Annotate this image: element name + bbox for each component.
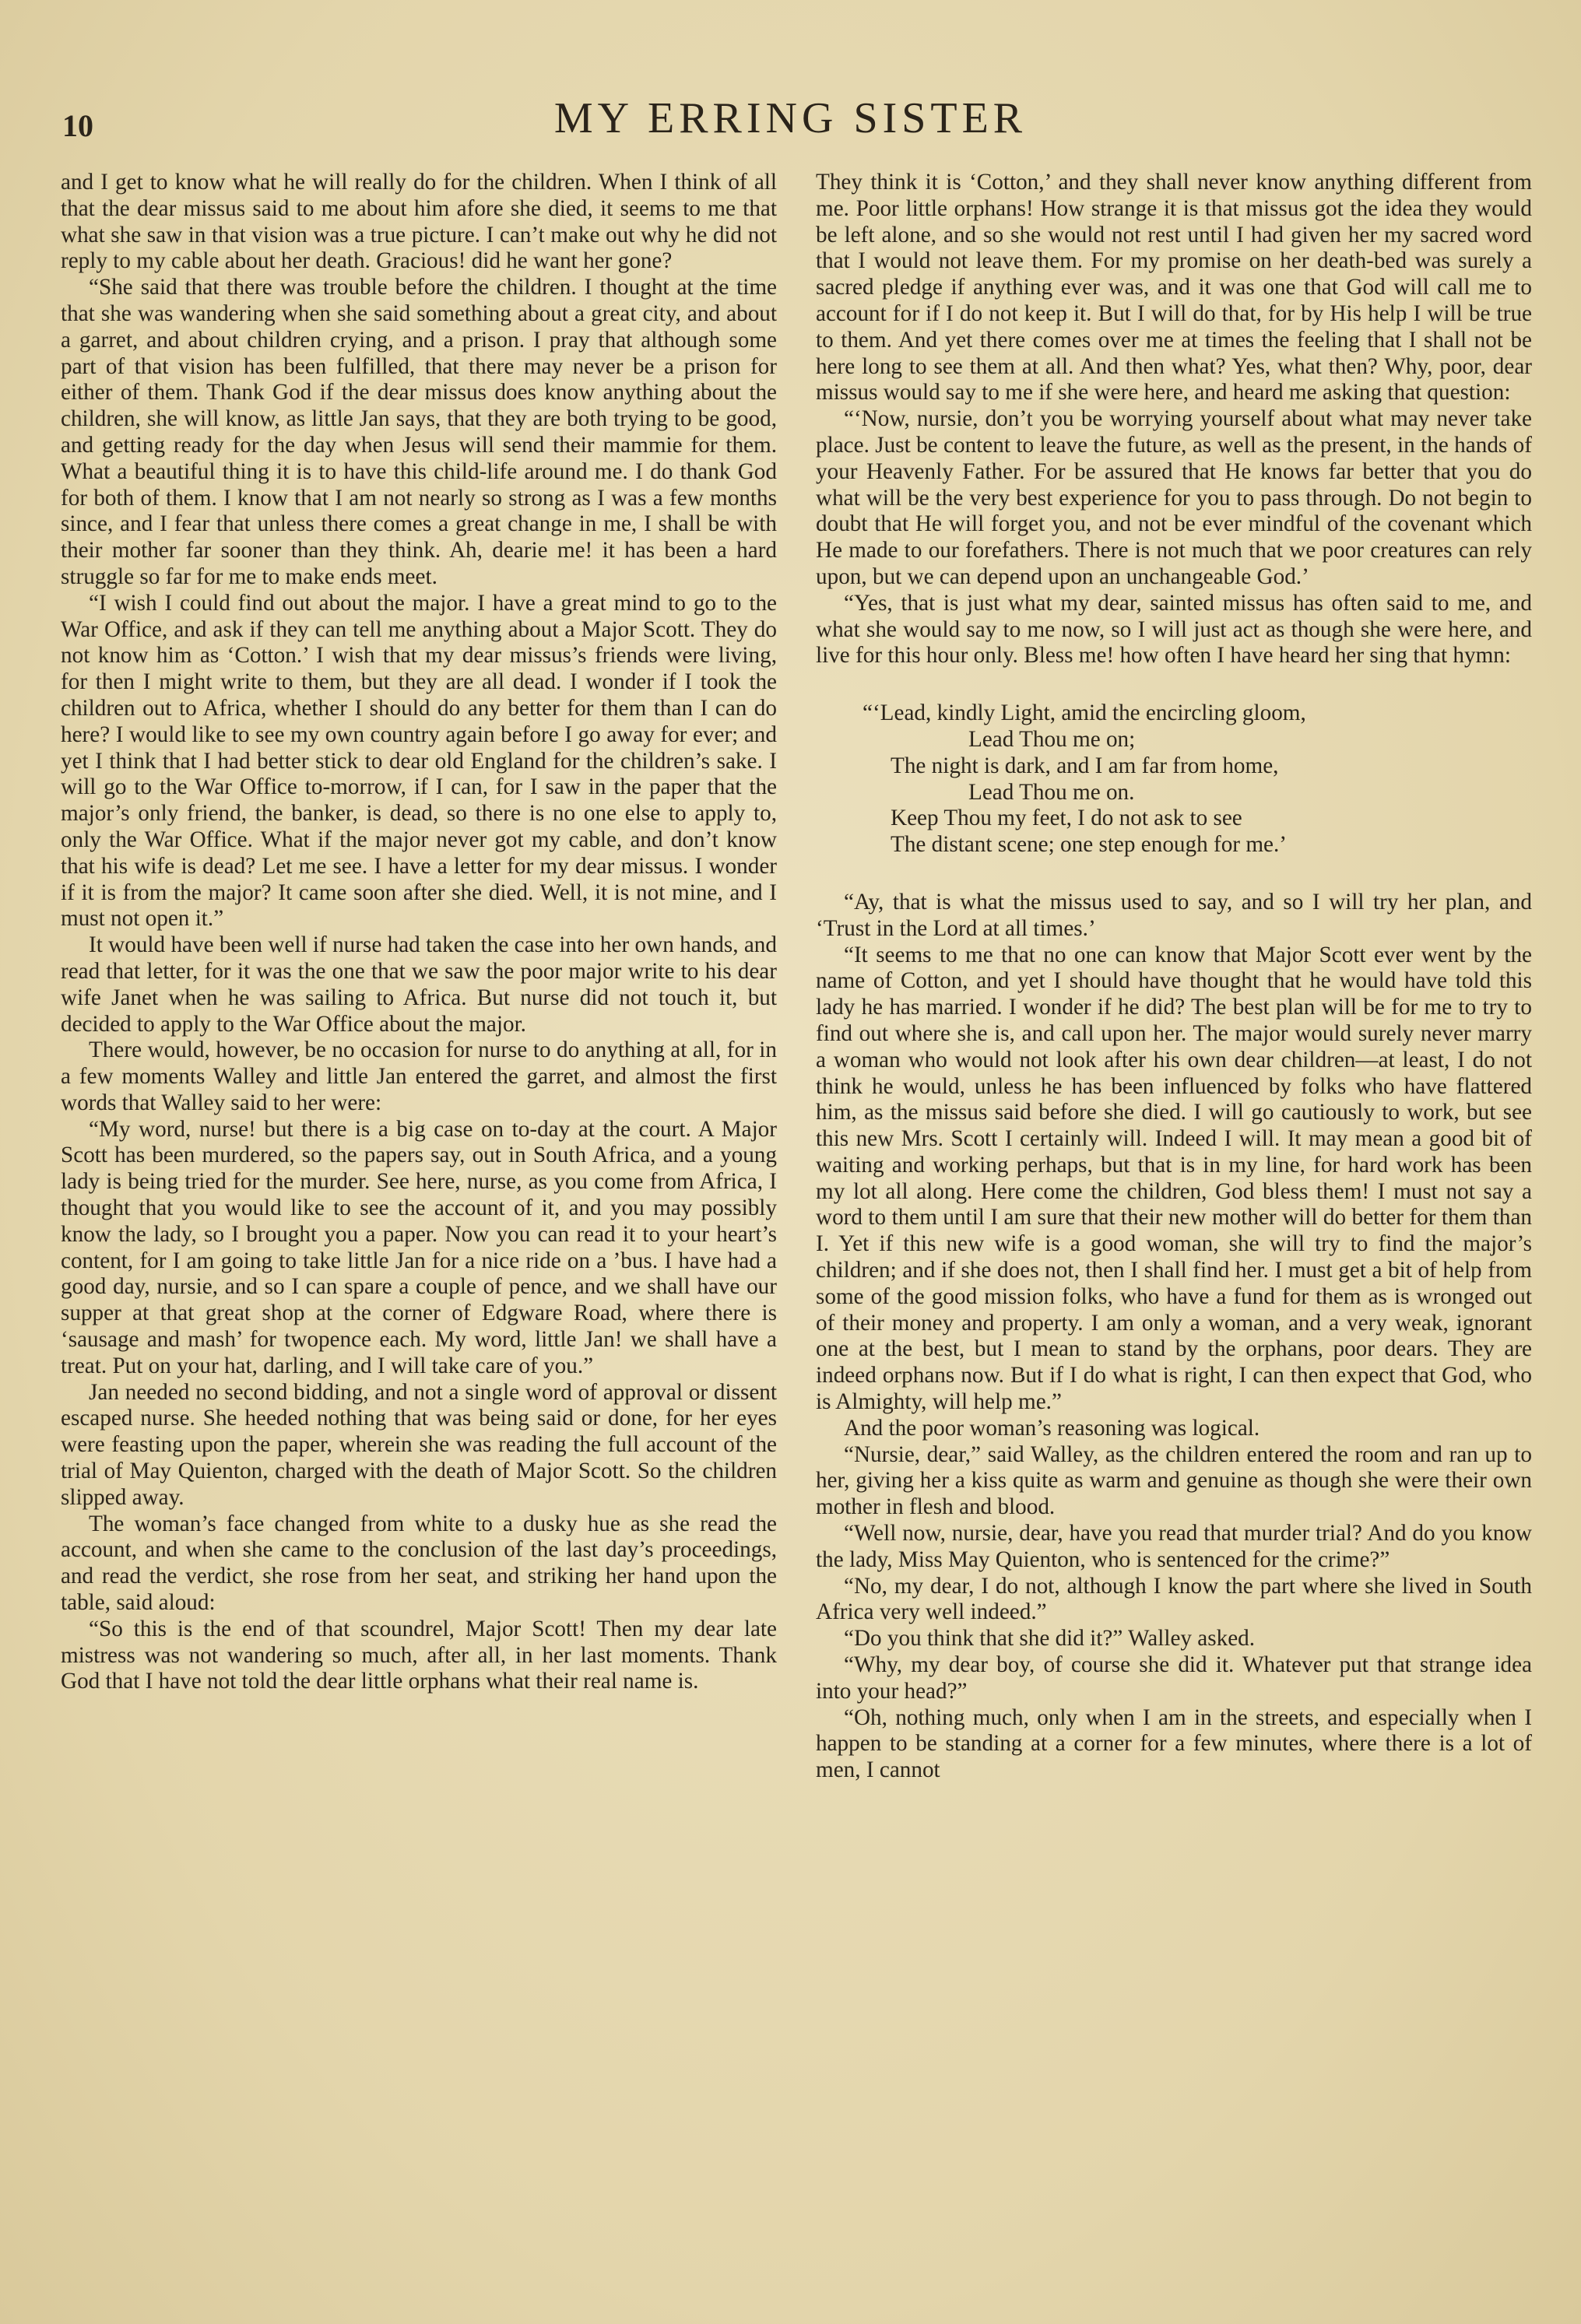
right-column-text-after-hymn <box>816 890 1532 1784</box>
paragraph: They think it is ‘Cotton,’ and they shall never know anything different from me. Poor little orphans! How strange it is that missus got the idea they would be left alone, and so she would not rest until I had given her my sacred word that I would not leave them. For my promise on her death-bed was surely a sacred pledge if anything ever was, and it was one that God will call me to account for if I do not keep it. But I will do that, for by His help I will be true to them. And yet there comes over me at times the feeling that I shall not be here long to see them at all. And then what? Yes, what then? Why, poor, dear missus would say to me if she were here, and heard me asking that question: <box>816 170 1532 405</box>
hymn-quotation <box>816 700 1532 858</box>
paragraph: “My word, nurse! but there is a big case on to-day at the court. A Major Scott has been murdered, so the papers say, out in South Africa, and a young lady is being tried for the murder. See here, nurse, as you come from Africa, I thought that you would like to see the account of it, and you may possibly know the lady, so I brought you a paper. Now you can read it to your heart’s content, for I am going to take little Jan for a nice ride on a ’bus. I have had a good day, nursie, and so I can spare a couple of pence, and we shall have our supper at that great shop at the corner of Edgware Road, where there is ‘sausage and mash’ for twopence each. My word, little Jan! we shall have a treat. Put on your hat, darling, and I will take care of you.” <box>61 1116 777 1378</box>
running-title: MY ERRING SISTER <box>553 94 1028 142</box>
paragraph: and I get to know what he will really do for the children. When I think of all that the dear missus said to me about him afore she died, it seems to me that what she saw in that vision was a true picture. I can’t make out why he did not reply to my cable about her death. Gracious! did he want her gone? <box>61 170 777 274</box>
paragraph: “Oh, nothing much, only when I am in the streets, and especially when I happen to be standing at a corner for a few minutes, where there is a lot of men, I cannot <box>816 1704 1532 1783</box>
hymn-line: The distant scene; one step enough for me.’ <box>891 832 1287 858</box>
hymn-line: Keep Thou my feet, I do not ask to see <box>891 806 1242 831</box>
paragraph: There would, however, be no occasion for nurse to do anything at all, for in a few moments Walley and little Jan entered the garret, and almost the first words that Walley said to her were: <box>61 1037 777 1115</box>
paragraph: “‘Now, nursie, don’t you be worrying yourself about what may never take place. Just be content to leave the future, as well as the present, in the hands of your Heavenly Father. For be assured that He knows far better that you do what will be the very best experience for you to pass through. Do not begin to doubt that He will forget you, and not be ever mindful of the covenant which He made to our forefathers. There is not much that we poor creatures can rely upon, but we can depend upon an unchangeable God.’ <box>816 406 1532 589</box>
left-text-column <box>61 170 777 1695</box>
right-column-text-before-hymn <box>816 170 1532 669</box>
paragraph: Jan needed no second bidding, and not a single word of approval or dissent escaped nurse. She heeded nothing that was being said or done, for her eyes were feasting upon the paper, wherein she was reading the full account of the trial of May Quienton, charged with the death of Major Scott. So the children slipped away. <box>61 1379 777 1510</box>
paragraph: “Do you think that she did it?” Walley asked. <box>844 1626 1256 1652</box>
paragraph: “I wish I could find out about the major. I have a great mind to go to the War Office, and ask if they can tell me anything about a Major Scott. They do not know him as ‘Cotton.’ I wish that my dear missus’s friends were living, for then I might write to them, but they are all dead. I wonder if I took the children out to Africa, whether I should do any better for them than I can do here? I would like to see my own country again before I go away for ever; and yet I think that I had better stick to dear old England for the children’s sake. I will go to the War Office to-morrow, if I can, for I saw in the paper that the major’s only friend, the banker, is dead, so there is no one else to apply to, only the War Office. What if the major never got my cable, and don’t know that his wife is dead? Let me see. I have a letter for my dear missus. I wonder if it is from the major? It came soon after she died. Well, it is not mine, and I must not open it.” <box>61 590 777 932</box>
right-text-column <box>816 170 1532 1784</box>
hymn-line: The night is dark, and I am far from home, <box>891 753 1279 778</box>
paragraph: “Well now, nursie, dear, have you read that murder trial? And do you know the lady, Miss May Quienton, who is sentenced for the crime?” <box>816 1521 1532 1572</box>
paragraph: “Ay, that is what the missus used to say, and so I will try her plan, and ‘Trust in the Lord at all times.’ <box>816 889 1532 941</box>
paragraph: “It seems to me that no one can know that Major Scott ever went by the name of Cotton, and yet I should have thought that he would have told this lady he has married. I wonder if he did? The best plan will be for me to try to find out where she is, and call upon her. The major would surely never marry a woman who would not look after his own dear children—at least, I do not think he would, unless he has been influenced by folks who have flattered him, as the missus said before she died. I will go cautiously to work, but see this new Mrs. Scott I certainly will. Indeed I will. It may mean a good bit of waiting and working perhaps, but that is in my line, for hard work has been my lot all along. Here come the children, God bless them! I must not say a word to them until I am sure that their new mother will do better for them than I. Yet if this new wife is a good woman, she will try to find the major’s children; and if she does not, then I shall find her. I must get a bit of help from some of the good mission folks, who have a fund for them as is wronged out of their money and property. I am only a woman, and a very weak, ignorant one at the best, but I mean to stand by the orphans, poor dears. They are indeed orphans now. But if I do what is right, I can then expect that God, who is Almighty, will help me.” <box>816 942 1532 1415</box>
paragraph: “So this is the end of that scoundrel, Major Scott! Then my dear late mistress was not wandering so much, after all, in her last moments. Thank God that I have not told the dear little orphans what their real name is. <box>61 1616 777 1694</box>
paragraph: “No, my dear, I do not, although I know the part where she lived in South Africa very well indeed.” <box>816 1573 1532 1625</box>
hymn-line: Lead Thou me on; <box>968 726 1136 752</box>
page-header <box>0 86 1581 156</box>
paragraph: “Why, my dear boy, of course she did it. Whatever put that strange idea into your head?” <box>816 1652 1532 1704</box>
paragraph: And the poor woman’s reasoning was logical. <box>844 1415 1260 1441</box>
paragraph: It would have been well if nurse had taken the case into her own hands, and read that letter, for it was the one that we saw the poor major write to his dear wife Janet when he was sailing to Africa. But nurse did not touch it, but decided to apply to the War Office about the major. <box>61 932 777 1037</box>
page-number: 10 <box>62 108 93 143</box>
paragraph: “Yes, that is just what my dear, sainted missus has often said to me, and what she would say to me now, so I will just act as though she were here, and live for this hour only. Bless me! how often I have heard her sing that hymn: <box>816 590 1532 669</box>
paragraph: “Nursie, dear,” said Walley, as the children entered the room and ran up to her, giving her a kiss quite as warm and genuine as though she were their own mother in flesh and blood. <box>816 1441 1532 1520</box>
paragraph: The woman’s face changed from white to a dusky hue as she read the account, and when she came to the conclusion of the last day’s proceedings, and read the verdict, she rose from her seat, and striking her hand upon the table, said aloud: <box>61 1511 777 1616</box>
paragraph: “She said that there was trouble before the children. I thought at the time that she was wandering when she said something about a great city, and about a garret, and about children crying, and a prison. I pray that although some part of that vision has been fulfilled, that there may never be a prison for either of them. Thank God if the dear missus does know anything about the children, she will know, as little Jan says, that they are both trying to be good, and getting ready for the day when Jesus will send their mammie for them. What a beautiful thing it is to have this child-life around me. I do thank God for both of them. I know that I am not nearly so strong as I was a few months since, and I fear that unless there comes a great change in me, I shall be with their mother far sooner than they think. Ah, dearie me! it has been a hard struggle so far for me to make ends meet. <box>61 275 777 589</box>
hymn-line: Lead Thou me on. <box>968 779 1135 805</box>
hymn-line: “‘Lead, kindly Light, amid the encircling gloom, <box>863 700 1306 726</box>
